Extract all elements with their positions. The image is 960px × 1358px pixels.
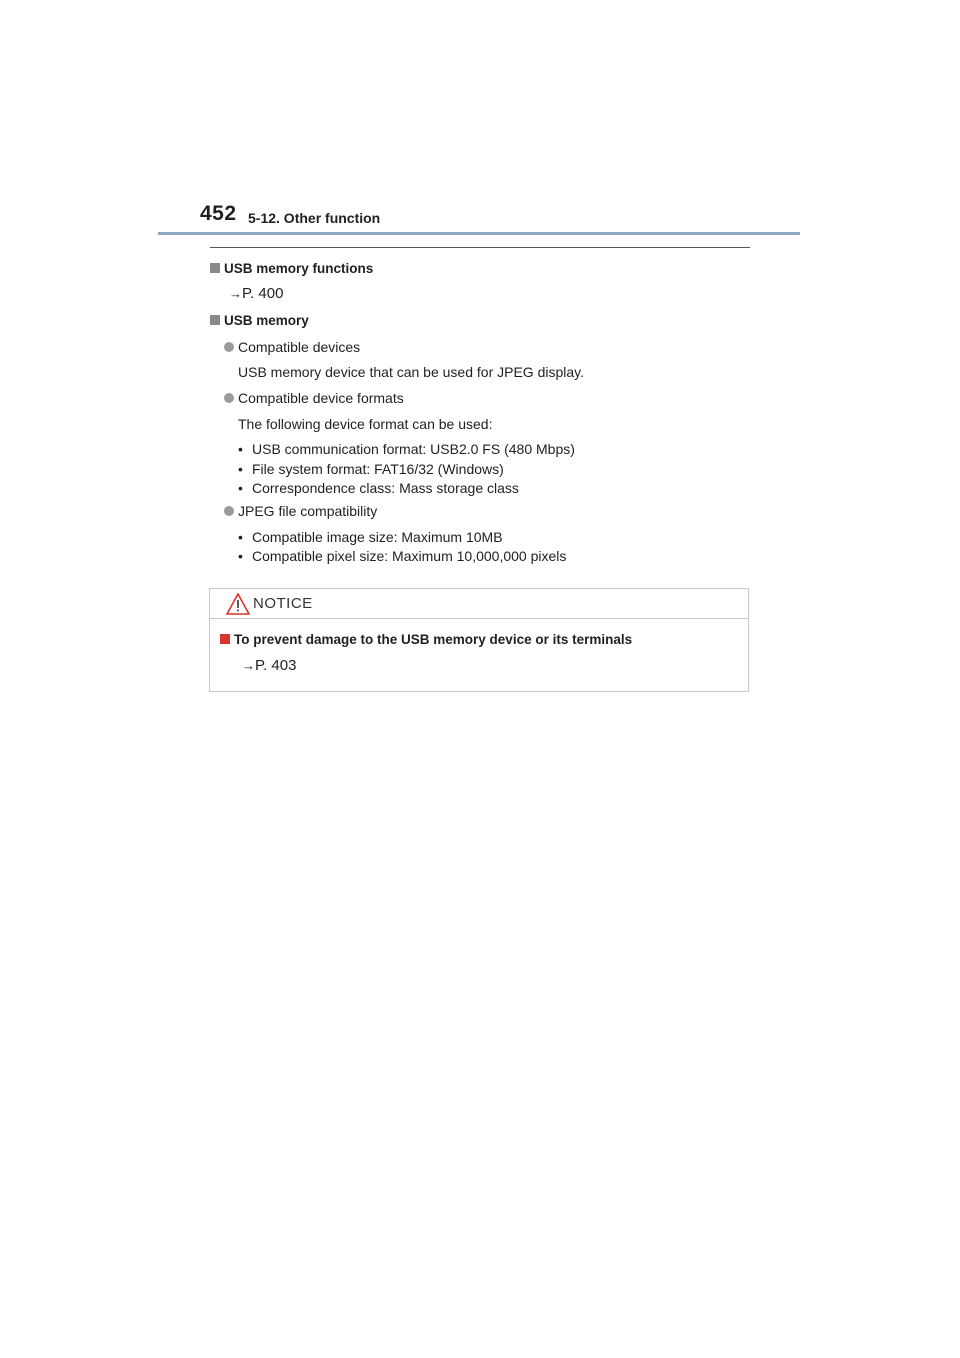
list-item: • Correspondence class: Mass storage class <box>238 480 519 496</box>
content-top-rule <box>210 247 750 248</box>
notice-title: NOTICE <box>253 595 313 612</box>
usb-functions-ref[interactable]: →P. 400 <box>229 285 284 302</box>
notice-ref[interactable]: →P. 403 <box>242 657 297 674</box>
formats-label: Compatible device formats <box>224 390 404 406</box>
usb-functions-heading: USB memory functions <box>210 261 373 276</box>
square-bullet-icon <box>220 634 230 644</box>
arrow-right-icon: → <box>242 658 255 673</box>
list-item: • File system format: FAT16/32 (Windows) <box>238 461 504 477</box>
list-item: • Compatible image size: Maximum 10MB <box>238 529 503 545</box>
arrow-right-icon: → <box>229 286 242 301</box>
circle-bullet-icon <box>224 393 234 403</box>
compatible-devices-text: USB memory device that can be used for JPEG display. <box>238 364 585 380</box>
list-item: • Compatible pixel size: Maximum 10,000,000 pixels <box>238 548 567 564</box>
notice-box <box>209 588 749 692</box>
list-item: • USB communication format: USB2.0 FS (480 Mbps) <box>238 441 575 457</box>
compatible-devices-label: Compatible devices <box>224 339 360 355</box>
square-bullet-icon <box>210 263 220 273</box>
warning-triangle-icon <box>226 593 250 615</box>
section-title: 5-12. Other function <box>248 210 381 226</box>
circle-bullet-icon <box>224 342 234 352</box>
notice-header <box>210 589 748 619</box>
square-bullet-icon <box>210 315 220 325</box>
header-rule <box>158 232 800 235</box>
notice-heading: To prevent damage to the USB memory device or its terminals <box>220 632 632 647</box>
formats-intro: The following device format can be used: <box>238 416 493 432</box>
page-header <box>0 0 960 240</box>
jpeg-label: JPEG file compatibility <box>224 503 377 519</box>
page-number: 452 <box>200 202 237 225</box>
usb-memory-heading: USB memory <box>210 313 309 328</box>
circle-bullet-icon <box>224 506 234 516</box>
